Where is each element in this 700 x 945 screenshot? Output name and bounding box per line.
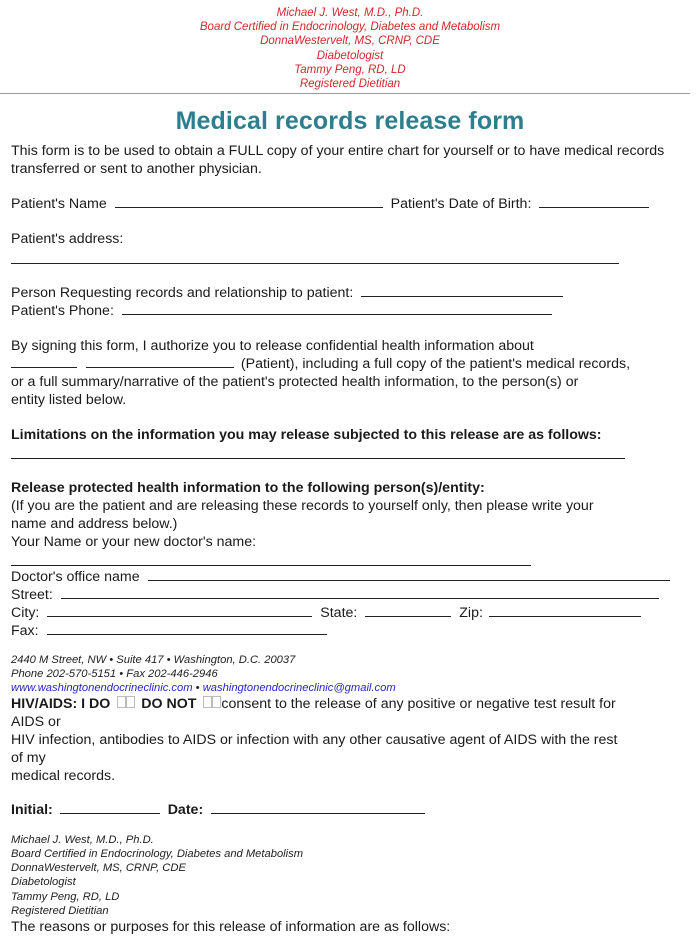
initial-field[interactable]: [60, 801, 160, 814]
release-note-2: name and address below.): [11, 516, 178, 532]
patient-name-field[interactable]: [115, 195, 383, 208]
patient-first-field[interactable]: [11, 355, 77, 368]
reasons-heading: The reasons or purposes for this release of information are as follows:: [11, 919, 451, 935]
hiv-do-checkbox-2[interactable]: [126, 696, 135, 708]
hiv-do-option: I DO: [81, 696, 111, 712]
hiv-do-checkbox[interactable]: [117, 696, 126, 708]
limitations-heading: Limitations on the information you may release subjected to this release are as follows:: [11, 427, 602, 443]
contact-separator: •: [192, 682, 203, 694]
hiv-label: HIV/AIDS:: [11, 696, 78, 712]
city-field[interactable]: [47, 604, 312, 617]
requester-field[interactable]: [361, 284, 563, 297]
address-label: Patient's address:: [11, 231, 124, 247]
authorize-line-4: entity listed below.: [11, 392, 127, 408]
footer-line: Board Certified in Endocrinology, Diabetes and Metabolism: [11, 848, 304, 860]
footer-line: Tammy Peng, RD, LD: [11, 891, 120, 903]
fax-row: [11, 622, 327, 640]
initial-label: Initial:: [11, 802, 53, 818]
contact-links: [11, 681, 396, 695]
hiv-text-c: HIV infection, antibodies to AIDS or infection with any other causative agent of AIDS with the rest: [11, 732, 618, 748]
clinic-header: [0, 6, 700, 91]
office-field[interactable]: [148, 568, 670, 581]
phone-row: [11, 302, 552, 320]
page-title: Medical records release form: [175, 107, 525, 135]
requester-label: Person Requesting records and relationship to patient:: [11, 285, 354, 301]
website-link[interactable]: www.washingtonendocrineclinic.com: [11, 682, 193, 694]
authorize-line-2: [11, 355, 630, 373]
date-field[interactable]: [211, 801, 425, 814]
dob-field[interactable]: [539, 195, 649, 208]
footer-line: DonnaWestervelt, MS, CRNP, CDE: [11, 862, 186, 874]
header-line: Tammy Peng, RD, LD: [294, 63, 406, 76]
hiv-do-not-checkbox[interactable]: [203, 696, 212, 708]
date-label: Date:: [167, 802, 204, 818]
address-field[interactable]: [11, 263, 619, 264]
patient-name-row: [11, 195, 649, 213]
footer-line: Michael J. West, M.D., Ph.D.: [11, 834, 154, 846]
city-label: City:: [11, 605, 40, 621]
street-field[interactable]: [61, 586, 659, 599]
release-note-1: (If you are the patient and are releasing these records to yourself only, then please write your: [11, 498, 594, 514]
header-line: Diabetologist: [316, 49, 384, 62]
footer-line: Registered Dietitian: [11, 905, 109, 917]
zip-field[interactable]: [489, 604, 641, 617]
dob-label: Patient's Date of Birth:: [390, 196, 532, 212]
your-name-field[interactable]: [11, 565, 531, 566]
contact-address: 2440 M Street, NW • Suite 417 • Washington, D.C. 20037: [11, 654, 296, 666]
phone-field[interactable]: [122, 302, 552, 315]
patient-label: (Patient), including a full copy of the patient's medical records,: [240, 356, 631, 372]
office-row: [11, 568, 670, 586]
header-line: DonnaWestervelt, MS, CRNP, CDE: [260, 35, 440, 48]
patient-name-label: Patient's Name: [11, 196, 107, 212]
hiv-text-e: medical records.: [11, 768, 116, 784]
footer-line: Diabetologist: [11, 876, 76, 888]
initial-date-row: [11, 801, 425, 819]
authorize-line-1: By signing this form, I authorize you to release confidential health information about: [11, 338, 534, 354]
street-label: Street:: [11, 587, 53, 603]
hiv-text-a: consent to the release of any positive or negative test result for: [221, 696, 616, 712]
fax-field[interactable]: [47, 622, 327, 635]
fax-label: Fax:: [11, 623, 39, 639]
hiv-text-b: AIDS or: [11, 714, 61, 730]
header-line: Board Certified in Endocrinology, Diabetes and Metabolism: [199, 21, 501, 34]
state-field[interactable]: [365, 604, 451, 617]
state-label: State:: [320, 605, 358, 621]
your-name-label: Your Name or your new doctor's name:: [11, 534, 257, 550]
intro-text: This form is to be used to obtain a FULL copy of your entire chart for yourself or to have medical records transferred or sent to another physician.: [11, 143, 665, 177]
email-link[interactable]: washingtonendocrineclinic@gmail.com: [202, 682, 396, 694]
office-label: Doctor's office name: [11, 569, 140, 585]
contact-phone-fax: Phone 202-570-5151 • Fax 202-446-2946: [11, 668, 218, 680]
header-line: Michael J. West, M.D., Ph.D.: [276, 7, 424, 19]
patient-last-field[interactable]: [86, 355, 234, 368]
hiv-consent: [11, 695, 691, 713]
header-divider: [0, 93, 690, 94]
header-line: Registered Dietitian: [299, 78, 401, 91]
street-row: [11, 586, 659, 604]
city-row: [11, 604, 641, 622]
hiv-text-d: of my: [11, 750, 46, 766]
zip-label: Zip:: [459, 605, 483, 621]
hiv-do-not-option: DO NOT: [141, 696, 197, 712]
requester-row: [11, 284, 563, 302]
authorize-line-3: or a full summary/narrative of the patient's protected health information, to the person(s) or: [11, 374, 579, 390]
release-heading: Release protected health information to the following person(s)/entity:: [11, 480, 485, 496]
limitations-field[interactable]: [11, 458, 625, 459]
phone-label: Patient's Phone:: [11, 303, 114, 319]
